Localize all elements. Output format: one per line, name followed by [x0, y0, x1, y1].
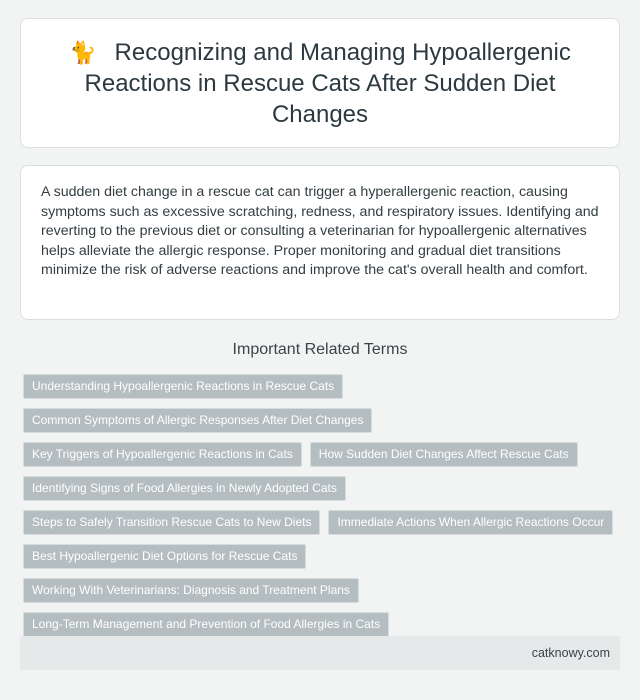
related-term-tag[interactable]: Common Symptoms of Allergic Responses After Diet Changes [23, 408, 372, 433]
related-terms-row [23, 442, 623, 467]
related-term-tag[interactable]: Working With Veterinarians: Diagnosis and Treatment Plans [23, 578, 359, 603]
related-terms-row [23, 578, 623, 603]
related-terms-row [23, 544, 623, 569]
related-terms-list [23, 374, 623, 646]
related-term-tag[interactable]: Best Hypoallergenic Diet Options for Rescue Cats [23, 544, 306, 569]
related-term-tag[interactable]: How Sudden Diet Changes Affect Rescue Cats [310, 442, 578, 467]
title-card [20, 18, 620, 148]
related-terms-row [23, 374, 623, 399]
related-term-tag[interactable]: Steps to Safely Transition Rescue Cats to New Diets [23, 510, 320, 535]
summary-text: A sudden diet change in a rescue cat can trigger a hyperallergenic reaction, causing symptoms such as excessive scratching, redness, and respiratory issues. Identifying and reverting to the previous diet or consulting a veterinarian for hypoallergenic alternatives helps alleviate the allergic response. Proper monitoring and gradual diet transitions minimize the risk of adverse reactions and improve the cat's overall health and comfort. [41, 184, 599, 278]
page-title-text: Recognizing and Managing Hypoallergenic Reactions in Rescue Cats After Sudden Diet Changes [84, 38, 571, 128]
related-terms-row [23, 476, 623, 501]
related-term-tag[interactable]: Identifying Signs of Food Allergies in Newly Adopted Cats [23, 476, 346, 501]
footer-site: catknowy.com [531, 646, 610, 660]
related-terms-row [23, 408, 623, 433]
related-term-tag[interactable]: Key Triggers of Hypoallergenic Reactions in Cats [23, 442, 302, 467]
related-terms-heading: Important Related Terms [232, 341, 408, 358]
related-term-tag[interactable]: Long-Term Management and Prevention of Food Allergies in Cats [23, 612, 389, 637]
related-terms-row [23, 612, 623, 637]
related-term-tag[interactable]: Understanding Hypoallergenic Reactions in Rescue Cats [23, 374, 343, 399]
summary-card [20, 165, 620, 320]
related-term-tag[interactable]: Immediate Actions When Allergic Reactions Occur [328, 510, 613, 535]
related-terms-row [23, 510, 623, 535]
page-title [61, 37, 579, 130]
footer [20, 636, 620, 670]
cat-icon: 🐈 [69, 39, 97, 65]
